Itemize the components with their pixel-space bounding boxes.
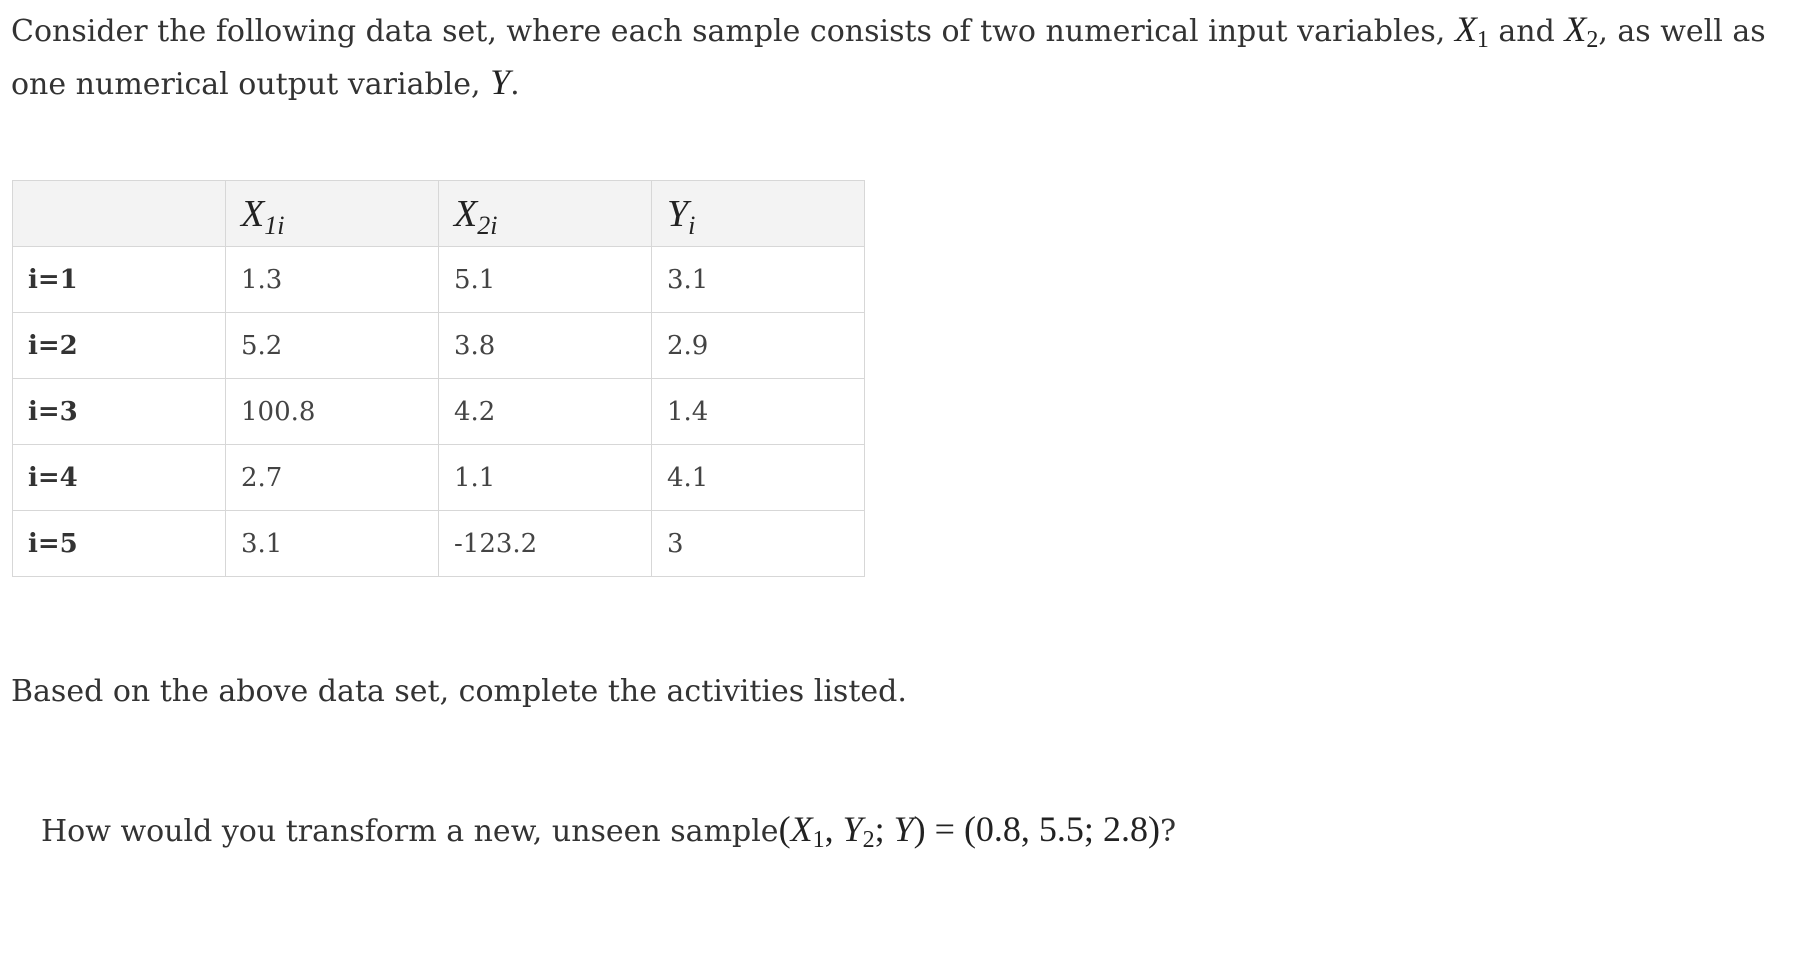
header-yi: $Y_i$ [652, 181, 865, 247]
instruction-text: Based on the above data set, complete the activities listed. [11, 674, 907, 709]
x2-symbol: $X_2$ [1564, 9, 1599, 53]
table-row [13, 247, 865, 313]
row-label: i=4 [13, 445, 226, 511]
y-symbol: Y [490, 62, 511, 102]
table-row [13, 511, 865, 577]
table-row [13, 379, 865, 445]
cell-x2: 5.1 [439, 247, 652, 313]
cell-x1: 1.3 [226, 247, 439, 313]
cell-y: 1.4 [652, 379, 865, 445]
header-x1i: $X_{1i}$ [226, 181, 439, 247]
cell-y: 3 [652, 511, 865, 577]
header-blank [13, 181, 226, 247]
intro-text-and: and [1488, 14, 1565, 49]
cell-x2: 4.2 [439, 379, 652, 445]
row-label: i=2 [13, 313, 226, 379]
intro-text-1: Consider the following data set, where each sample consists of two numerical input variables, [11, 14, 1455, 49]
data-table [12, 180, 865, 577]
intro-text-end: . [510, 67, 520, 102]
question-prompt: How would you transform a new, unseen sample [41, 814, 779, 849]
cell-y: 4.1 [652, 445, 865, 511]
cell-x1: 100.8 [226, 379, 439, 445]
row-label: i=5 [13, 511, 226, 577]
cell-y: 3.1 [652, 247, 865, 313]
cell-y: 2.9 [652, 313, 865, 379]
question-math: ($X_1$, $Y_2$; Y) = (0.8, 5.5; 2.8) [778, 809, 1160, 853]
table-row [13, 445, 865, 511]
question-end: ? [1159, 814, 1177, 849]
x1-symbol: $X_1$ [1454, 9, 1489, 53]
intro-text-2: , as well as one numerical output variable, [11, 14, 1766, 102]
cell-x2: -123.2 [439, 511, 652, 577]
intro-paragraph [11, 4, 1791, 110]
header-x2i: $X_{2i}$ [439, 181, 652, 247]
cell-x1: 5.2 [226, 313, 439, 379]
table-header-row [13, 181, 865, 247]
cell-x2: 1.1 [439, 445, 652, 511]
row-label: i=1 [13, 247, 226, 313]
table-row [13, 313, 865, 379]
row-label: i=3 [13, 379, 226, 445]
cell-x1: 2.7 [226, 445, 439, 511]
question-text [41, 806, 1176, 855]
cell-x1: 3.1 [226, 511, 439, 577]
cell-x2: 3.8 [439, 313, 652, 379]
